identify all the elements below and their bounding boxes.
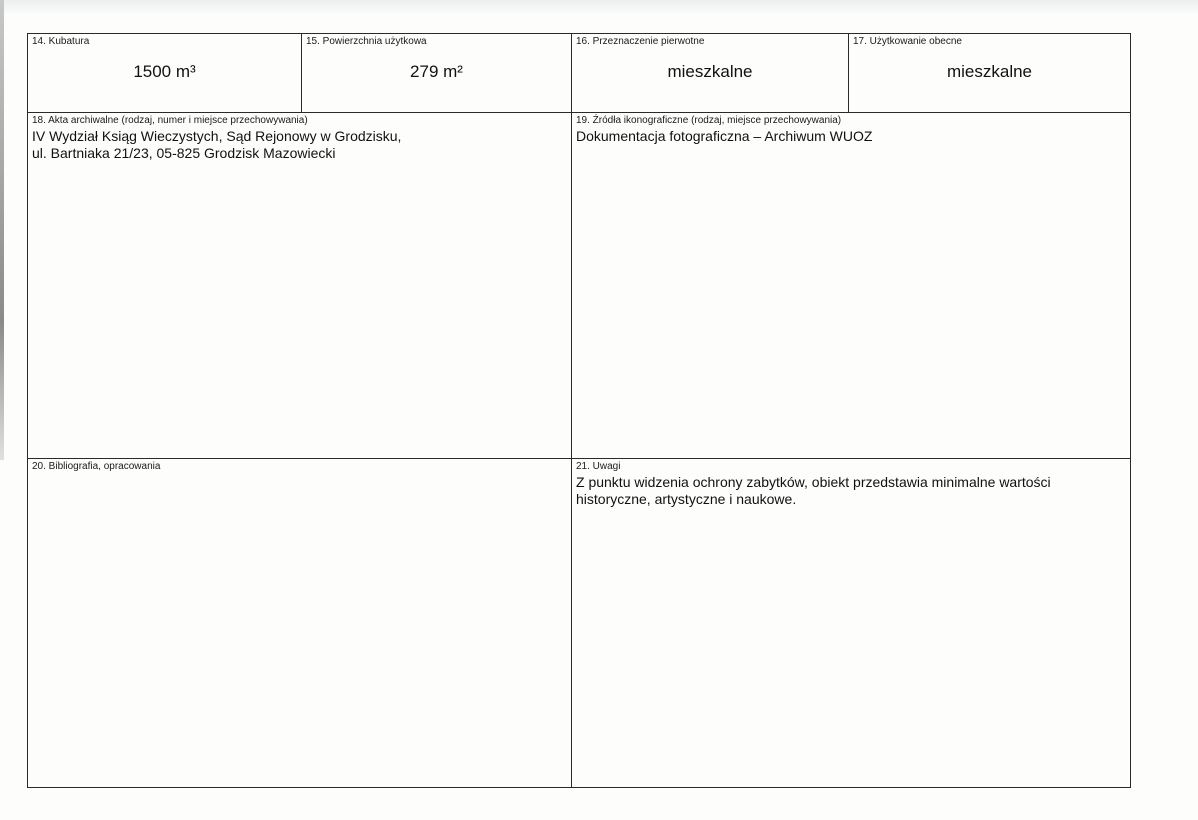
field-bibliografia-label: 20. Bibliografia, opracowania: [32, 461, 161, 472]
field-akta-archiwalne: [28, 113, 572, 459]
field-powierzchnia-value: 279 m²: [410, 62, 463, 81]
remarks-line-2: historyczne, artystyczne i naukowe.: [576, 491, 797, 507]
field-zrodla-ikonograficzne: [572, 113, 1130, 459]
field-powierzchnia: [302, 34, 572, 113]
field-przeznaczenie-label: 16. Przeznaczenie pierwotne: [576, 36, 705, 47]
field-uwagi-label: 21. Uwagi: [576, 461, 621, 472]
field-uwagi-value: [576, 474, 1051, 508]
remarks-line-1: Z punktu widzenia ochrony zabytków, obiekt przedstawia minimalne wartości: [576, 474, 1051, 490]
field-powierzchnia-label: 15. Powierzchnia użytkowa: [306, 36, 427, 47]
iconography-line-1: Dokumentacja fotograficzna – Archiwum WUOZ: [576, 128, 873, 144]
field-uzytkowanie: [849, 34, 1130, 113]
field-akta-archiwalne-value: [32, 128, 401, 162]
field-akta-archiwalne-label: 18. Akta archiwalne (rodzaj, numer i miejsce przechowywania): [32, 115, 308, 126]
field-uzytkowanie-value: mieszkalne: [946, 62, 1033, 81]
field-kubatura-value: 1500 m³: [133, 62, 196, 81]
field-kubatura-label: 14. Kubatura: [32, 36, 90, 47]
field-bibliografia: [28, 459, 572, 787]
scan-edge-left: [0, 0, 4, 460]
field-uwagi: [572, 459, 1130, 787]
archives-line-2: ul. Bartniaka 21/23, 05-825 Grodzisk Mazowiecki: [32, 145, 336, 161]
record-form-sheet: [27, 33, 1131, 788]
field-zrodla-ikonograficzne-value: [576, 128, 872, 145]
field-przeznaczenie-value: mieszkalne: [667, 62, 753, 81]
field-kubatura: [28, 34, 302, 113]
field-uzytkowanie-label: 17. Użytkowanie obecne: [853, 36, 962, 47]
archives-line-1: IV Wydział Ksiąg Wieczystych, Sąd Rejonowy w Grodzisku,: [32, 128, 402, 144]
scan-edge-top: [0, 0, 1198, 16]
field-przeznaczenie: [572, 34, 849, 113]
field-zrodla-ikonograficzne-label: 19. Źródła ikonograficzne (rodzaj, miejsce przechowywania): [576, 115, 842, 126]
